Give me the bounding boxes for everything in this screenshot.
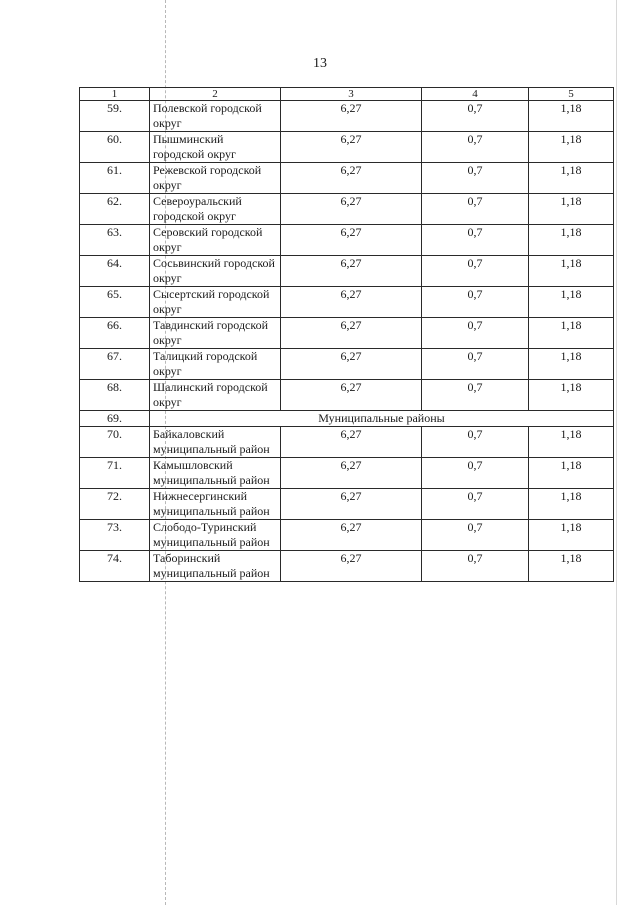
value-col3: 6,27 [281, 132, 422, 163]
value-col3: 6,27 [281, 318, 422, 349]
row-number: 69. [80, 411, 150, 427]
value-col5: 1,18 [529, 318, 614, 349]
column-header: 5 [529, 88, 614, 101]
section-title: Муниципальные районы [150, 411, 614, 427]
table-header-row [80, 88, 614, 101]
value-col5: 1,18 [529, 551, 614, 582]
column-header: 2 [150, 88, 281, 101]
table-row [80, 287, 614, 318]
table-row [80, 132, 614, 163]
row-number: 66. [80, 318, 150, 349]
table-row [80, 349, 614, 380]
value-col4: 0,7 [422, 194, 529, 225]
row-number: 67. [80, 349, 150, 380]
value-col3: 6,27 [281, 287, 422, 318]
row-number: 61. [80, 163, 150, 194]
municipality-name: Пышминский городской округ [150, 132, 281, 163]
value-col5: 1,18 [529, 256, 614, 287]
table-row [80, 551, 614, 582]
municipality-name: Тавдинский городской округ [150, 318, 281, 349]
table-row [80, 194, 614, 225]
table-row [80, 489, 614, 520]
value-col5: 1,18 [529, 132, 614, 163]
column-header: 1 [80, 88, 150, 101]
value-col5: 1,18 [529, 163, 614, 194]
row-number: 64. [80, 256, 150, 287]
value-col4: 0,7 [422, 551, 529, 582]
table-row [80, 318, 614, 349]
municipality-name: Байкаловский муниципальный район [150, 427, 281, 458]
table-row [80, 225, 614, 256]
table-row [80, 520, 614, 551]
value-col5: 1,18 [529, 287, 614, 318]
row-number: 70. [80, 427, 150, 458]
value-col5: 1,18 [529, 101, 614, 132]
municipality-name: Североуральский городской округ [150, 194, 281, 225]
table-row [80, 427, 614, 458]
value-col3: 6,27 [281, 225, 422, 256]
value-col4: 0,7 [422, 132, 529, 163]
municipality-name: Слободо-Туринский муниципальный район [150, 520, 281, 551]
row-number: 68. [80, 380, 150, 411]
row-number: 60. [80, 132, 150, 163]
municipality-name: Сосьвинский городской округ [150, 256, 281, 287]
value-col4: 0,7 [422, 256, 529, 287]
value-col4: 0,7 [422, 225, 529, 256]
row-number: 73. [80, 520, 150, 551]
row-number: 62. [80, 194, 150, 225]
value-col3: 6,27 [281, 520, 422, 551]
table-row [80, 163, 614, 194]
value-col4: 0,7 [422, 318, 529, 349]
value-col3: 6,27 [281, 489, 422, 520]
value-col3: 6,27 [281, 551, 422, 582]
section-row [80, 411, 614, 427]
value-col3: 6,27 [281, 380, 422, 411]
row-number: 74. [80, 551, 150, 582]
municipality-name: Сысертский городской округ [150, 287, 281, 318]
value-col5: 1,18 [529, 427, 614, 458]
municipality-name: Серовский городской округ [150, 225, 281, 256]
column-header: 4 [422, 88, 529, 101]
value-col3: 6,27 [281, 349, 422, 380]
value-col3: 6,27 [281, 194, 422, 225]
value-col5: 1,18 [529, 349, 614, 380]
municipality-name: Шалинский городской округ [150, 380, 281, 411]
value-col4: 0,7 [422, 287, 529, 318]
value-col4: 0,7 [422, 380, 529, 411]
value-col4: 0,7 [422, 427, 529, 458]
row-number: 65. [80, 287, 150, 318]
municipality-name: Режевской городской округ [150, 163, 281, 194]
page-number: 13 [313, 56, 327, 71]
data-table [79, 87, 614, 582]
value-col4: 0,7 [422, 489, 529, 520]
value-col3: 6,27 [281, 101, 422, 132]
value-col3: 6,27 [281, 458, 422, 489]
municipality-name: Нижнесергинский муниципальный район [150, 489, 281, 520]
value-col5: 1,18 [529, 380, 614, 411]
municipality-name: Таборинский муниципальный район [150, 551, 281, 582]
value-col4: 0,7 [422, 520, 529, 551]
row-number: 59. [80, 101, 150, 132]
table-row [80, 256, 614, 287]
table-row [80, 458, 614, 489]
value-col4: 0,7 [422, 101, 529, 132]
table-row [80, 101, 614, 132]
value-col5: 1,18 [529, 225, 614, 256]
value-col4: 0,7 [422, 458, 529, 489]
value-col5: 1,18 [529, 489, 614, 520]
value-col5: 1,18 [529, 458, 614, 489]
row-number: 63. [80, 225, 150, 256]
municipality-name: Камышловский муниципальный район [150, 458, 281, 489]
value-col3: 6,27 [281, 427, 422, 458]
row-number: 72. [80, 489, 150, 520]
municipality-name: Полевской городской округ [150, 101, 281, 132]
value-col4: 0,7 [422, 163, 529, 194]
value-col5: 1,18 [529, 520, 614, 551]
scan-edge-line [616, 0, 617, 905]
row-number: 71. [80, 458, 150, 489]
column-header: 3 [281, 88, 422, 101]
value-col3: 6,27 [281, 256, 422, 287]
value-col3: 6,27 [281, 163, 422, 194]
table-row [80, 380, 614, 411]
value-col4: 0,7 [422, 349, 529, 380]
municipality-name: Талицкий городской округ [150, 349, 281, 380]
value-col5: 1,18 [529, 194, 614, 225]
